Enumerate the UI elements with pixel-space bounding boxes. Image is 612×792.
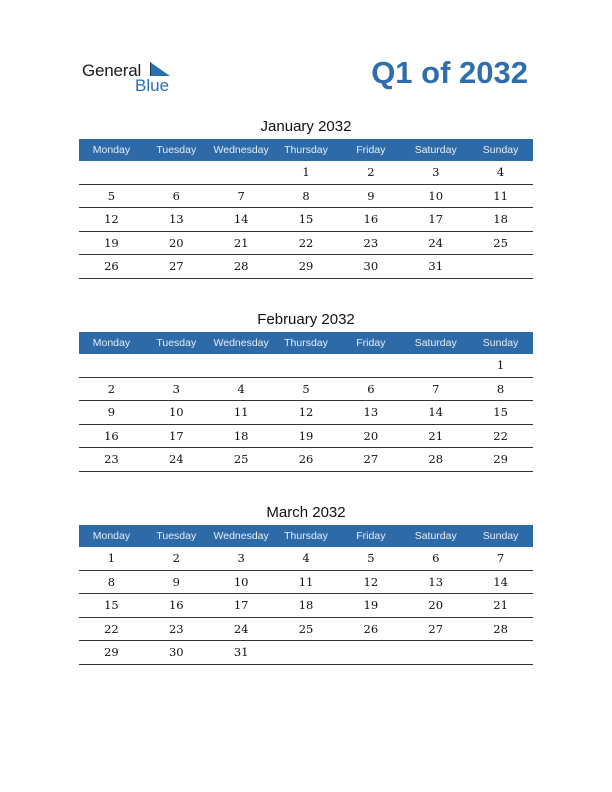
month-calendar xyxy=(79,503,533,665)
day-cell: 7 xyxy=(496,551,505,565)
weekday-header xyxy=(79,525,533,547)
day-cell: 7 xyxy=(237,188,245,203)
day-cell: 27 xyxy=(363,452,379,467)
weekday-label: Sunday xyxy=(482,530,519,542)
day-cell: 25 xyxy=(233,452,249,467)
day-cell xyxy=(403,354,468,377)
day-cell: 20 xyxy=(428,598,444,613)
day-cell: 6 xyxy=(432,551,440,565)
day-cell: 23 xyxy=(168,621,184,636)
week-row xyxy=(79,571,533,595)
day-cell: 16 xyxy=(168,598,184,613)
day-cell: 9 xyxy=(172,574,180,589)
week-row xyxy=(79,378,533,402)
day-cell: 29 xyxy=(298,259,314,274)
day-cell: 10 xyxy=(168,405,184,420)
week-row xyxy=(79,255,533,279)
day-cell: 22 xyxy=(298,235,314,250)
day-cell: 2 xyxy=(172,551,180,565)
day-cell: 22 xyxy=(493,428,508,443)
day-cell: 21 xyxy=(493,598,508,613)
weekday-label: Monday xyxy=(92,337,131,349)
day-cell: 4 xyxy=(496,165,505,179)
day-cell: 26 xyxy=(104,259,119,274)
day-cell: 8 xyxy=(496,381,505,396)
weekday-label: Friday xyxy=(356,530,386,542)
day-cell: 12 xyxy=(104,212,119,227)
week-row xyxy=(79,618,533,642)
day-cell: 30 xyxy=(363,259,379,274)
day-cell: 28 xyxy=(493,621,508,636)
day-cell: 18 xyxy=(298,598,314,613)
week-row xyxy=(79,161,533,185)
day-cell xyxy=(468,255,533,278)
week-row xyxy=(79,208,533,232)
day-cell: 17 xyxy=(233,598,249,613)
day-cell xyxy=(209,354,274,377)
day-cell: 13 xyxy=(428,574,444,589)
weekday-label: Friday xyxy=(356,144,386,156)
day-cell: 24 xyxy=(428,235,444,250)
day-cell: 19 xyxy=(298,428,314,443)
day-cell: 24 xyxy=(233,621,249,636)
weekday-label: Tuesday xyxy=(156,337,197,349)
day-cell: 9 xyxy=(107,405,116,420)
week-row xyxy=(79,425,533,449)
day-cell: 15 xyxy=(493,405,508,420)
weekday-label: Tuesday xyxy=(156,530,197,542)
day-cell: 4 xyxy=(237,381,245,396)
weekday-label: Sunday xyxy=(482,337,519,349)
day-cell: 6 xyxy=(172,188,180,203)
weekday-label: Wednesday xyxy=(213,530,269,542)
month-calendar xyxy=(79,310,533,472)
day-cell: 5 xyxy=(367,551,375,565)
day-cell: 12 xyxy=(298,405,314,420)
page-title: Q1 of 2032 xyxy=(371,55,528,90)
day-cell: 10 xyxy=(233,574,249,589)
month-title: January 2032 xyxy=(260,118,352,135)
day-cell: 20 xyxy=(363,428,379,443)
day-cell: 18 xyxy=(493,212,508,227)
day-cell xyxy=(209,161,274,184)
day-cell xyxy=(274,354,339,377)
day-cell: 14 xyxy=(233,212,249,227)
day-cell: 10 xyxy=(428,188,444,203)
day-cell: 25 xyxy=(298,621,314,636)
day-cell: 8 xyxy=(302,188,310,203)
day-cell xyxy=(79,161,144,184)
logo-text-general: General xyxy=(82,61,142,80)
day-cell: 18 xyxy=(233,428,249,443)
day-cell: 31 xyxy=(233,645,249,660)
day-cell xyxy=(144,161,209,184)
day-cell: 27 xyxy=(168,259,184,274)
week-row xyxy=(79,401,533,425)
weekday-label: Saturday xyxy=(414,337,457,349)
weekday-label: Saturday xyxy=(414,144,457,156)
weekday-label: Thursday xyxy=(284,530,328,542)
weekday-label: Wednesday xyxy=(213,337,269,349)
week-row xyxy=(79,547,533,571)
day-cell: 25 xyxy=(493,235,508,250)
day-cell: 19 xyxy=(363,598,379,613)
day-cell xyxy=(468,641,533,664)
day-cell: 31 xyxy=(428,259,444,274)
month-title: February 2032 xyxy=(257,311,355,328)
day-cell: 13 xyxy=(168,212,184,227)
week-row xyxy=(79,641,533,665)
day-cell: 23 xyxy=(104,452,119,467)
day-cell: 24 xyxy=(168,452,184,467)
day-cell: 26 xyxy=(298,452,314,467)
day-cell: 30 xyxy=(168,645,184,660)
day-cell: 3 xyxy=(432,165,440,179)
day-cell: 2 xyxy=(367,165,375,179)
day-cell: 20 xyxy=(168,235,184,250)
weekday-label: Saturday xyxy=(414,530,457,542)
day-cell: 16 xyxy=(104,428,119,443)
day-cell: 3 xyxy=(172,381,180,396)
day-cell xyxy=(144,354,209,377)
day-cell: 5 xyxy=(107,188,116,203)
day-cell: 26 xyxy=(363,621,379,636)
week-row xyxy=(79,232,533,256)
day-cell: 11 xyxy=(298,574,314,589)
weekday-label: Friday xyxy=(356,337,386,349)
day-cell: 17 xyxy=(428,212,444,227)
week-row xyxy=(79,594,533,618)
weekday-label: Tuesday xyxy=(156,144,197,156)
day-cell xyxy=(338,641,403,664)
weekday-header xyxy=(79,332,533,354)
logo-text-blue: Blue xyxy=(135,76,170,95)
day-cell: 14 xyxy=(428,405,444,420)
day-cell xyxy=(338,354,403,377)
generalblue-logo xyxy=(82,58,182,98)
week-row xyxy=(79,354,533,378)
day-cell: 21 xyxy=(428,428,444,443)
weekday-label: Wednesday xyxy=(213,144,269,156)
day-cell: 1 xyxy=(302,165,310,179)
weekday-label: Thursday xyxy=(284,144,328,156)
week-row xyxy=(79,448,533,472)
day-cell: 27 xyxy=(428,621,444,636)
day-cell: 11 xyxy=(493,188,508,203)
weekday-label: Sunday xyxy=(482,144,519,156)
day-cell xyxy=(79,354,144,377)
weekday-label: Monday xyxy=(92,530,131,542)
day-cell xyxy=(274,641,339,664)
day-cell: 15 xyxy=(298,212,314,227)
day-cell: 16 xyxy=(363,212,379,227)
day-cell: 19 xyxy=(104,235,119,250)
day-cell: 1 xyxy=(107,551,116,565)
day-cell: 14 xyxy=(493,574,508,589)
day-cell: 8 xyxy=(107,574,116,589)
week-row xyxy=(79,185,533,209)
day-cell: 11 xyxy=(233,405,249,420)
day-cell: 5 xyxy=(302,381,310,396)
weekday-header xyxy=(79,139,533,161)
day-cell: 15 xyxy=(104,598,119,613)
day-cell: 13 xyxy=(363,405,379,420)
day-cell: 29 xyxy=(104,645,119,660)
day-cell: 2 xyxy=(107,381,116,396)
day-cell: 9 xyxy=(367,188,375,203)
day-cell: 3 xyxy=(237,551,245,565)
day-cell: 7 xyxy=(432,381,440,396)
day-cell: 23 xyxy=(363,235,379,250)
day-cell: 21 xyxy=(233,235,249,250)
day-cell: 1 xyxy=(496,358,505,372)
month-title: March 2032 xyxy=(266,504,346,521)
day-cell: 4 xyxy=(302,551,310,565)
month-calendar xyxy=(79,117,533,279)
day-cell: 22 xyxy=(104,621,119,636)
weekday-label: Thursday xyxy=(284,337,328,349)
day-cell: 17 xyxy=(168,428,184,443)
day-cell xyxy=(403,641,468,664)
day-cell: 12 xyxy=(363,574,379,589)
weekday-label: Monday xyxy=(92,144,131,156)
day-cell: 28 xyxy=(233,259,249,274)
day-cell: 28 xyxy=(428,452,444,467)
day-cell: 6 xyxy=(367,381,375,396)
day-cell: 29 xyxy=(493,452,508,467)
